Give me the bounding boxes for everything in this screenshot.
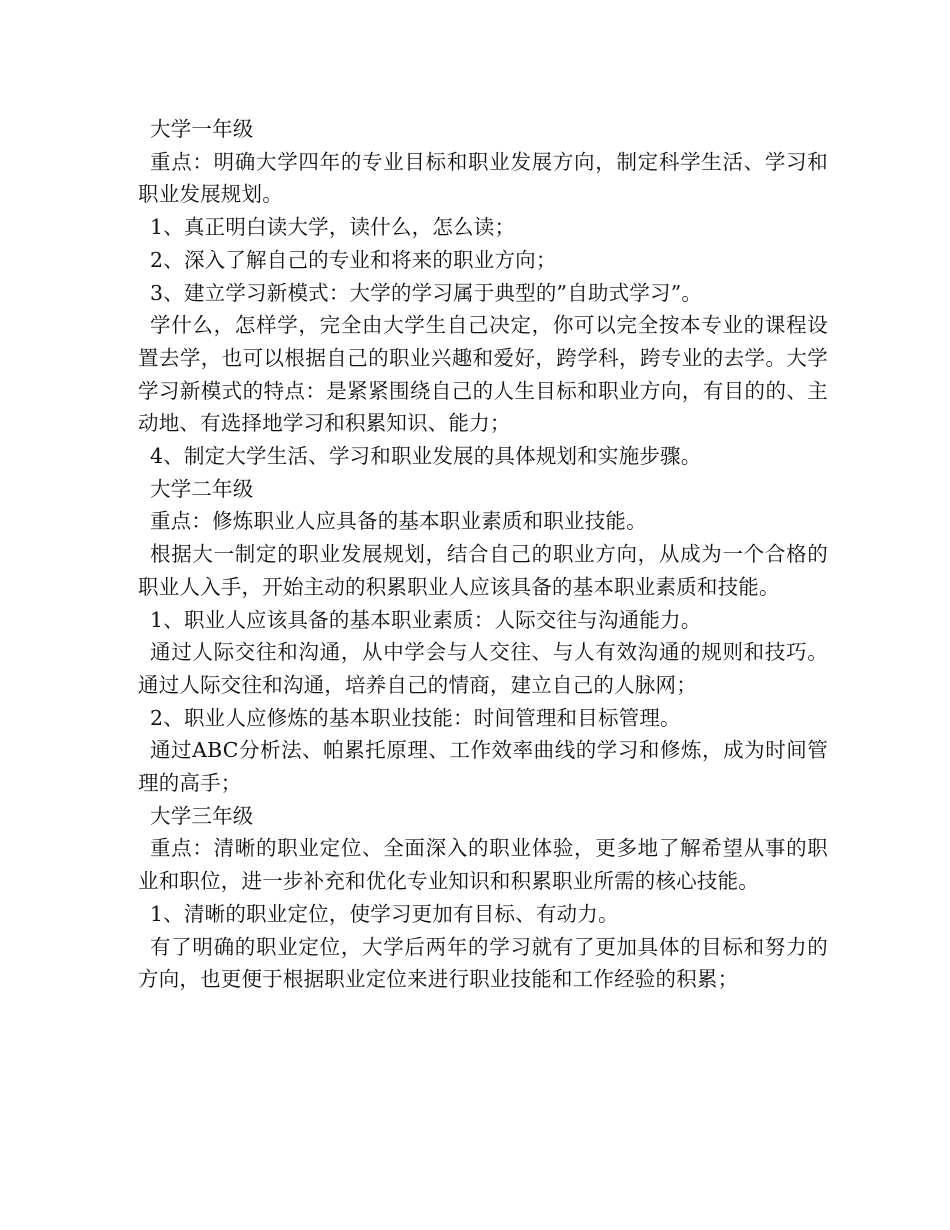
list-item-4: 4、制定大学生活、学习和职业发展的具体规划和实施步骤。 [150, 444, 702, 469]
document-body [138, 113, 828, 996]
list-item-positioning: 1、清晰的职业定位，使学习更加有目标、有动力。 [150, 901, 619, 926]
paragraph-positioning: 有了明确的职业定位，大学后两年的学习就有了更加具体的目标和努力的方向，也更便于根据职业定位来进行职业技能和工作经验的积累； [138, 934, 828, 992]
list-item-2: 2、深入了解自己的专业和将来的职业方向； [150, 247, 557, 272]
paragraph-communication: 通过人际交往和沟通，从中学会与人交往、与人有效沟通的规则和技巧。通过人际交往和沟通，培养自己的情商，建立自己的人脉网； [138, 640, 828, 697]
paragraph-career-plan: 根据大一制定的职业发展规划，结合自己的职业方向，从成为一个合格的职业人入手，开始主动的积累职业人应该具备的基本职业素质和技能。 [138, 542, 828, 599]
heading-year-two: 大学二年级 [150, 476, 254, 501]
paragraph-focus-year-two: 重点：修炼职业人应具备的基本职业素质和职业技能。 [150, 509, 647, 534]
paragraph-focus-year-three: 重点：清晰的职业定位、全面深入的职业体验，更多地了解希望从事的职业和职位，进一步补充和优化专业知识和积累职业所需的核心技能。 [138, 836, 828, 894]
paragraph-time-management: 通过ABC分析法、帕累托原理、工作效率曲线的学习和修炼，成为时间管理的高手； [138, 738, 828, 796]
heading-year-one: 大学一年级 [150, 117, 254, 141]
list-item-communication: 1、职业人应该具备的基本职业素质：人际交往与沟通能力。 [150, 607, 702, 632]
paragraph-learning-mode: 学什么，怎样学，完全由大学生自己决定，你可以完全按本专业的课程设置去学，也可以根据自己的职业兴趣和爱好，跨学科，跨专业的去学。大学学习新模式的特点：是紧紧围绕自己的人生目标和职业方向，有目的的、主动地、有选择地学习和积累知识、能力； [138, 313, 828, 436]
list-item-time-management: 2、职业人应修炼的基本职业技能：时间管理和目标管理。 [150, 705, 681, 730]
list-item-1: 1、真正明白读大学，读什么，怎么读； [150, 215, 516, 240]
list-item-3: 3、建立学习新模式：大学的学习属于典型的”自助式学习”。 [150, 280, 703, 305]
heading-year-three: 大学三年级 [150, 803, 254, 828]
paragraph-focus-year-one: 重点：明确大学四年的专业目标和职业发展方向，制定科学生活、学习和职业发展规划。 [138, 149, 828, 207]
